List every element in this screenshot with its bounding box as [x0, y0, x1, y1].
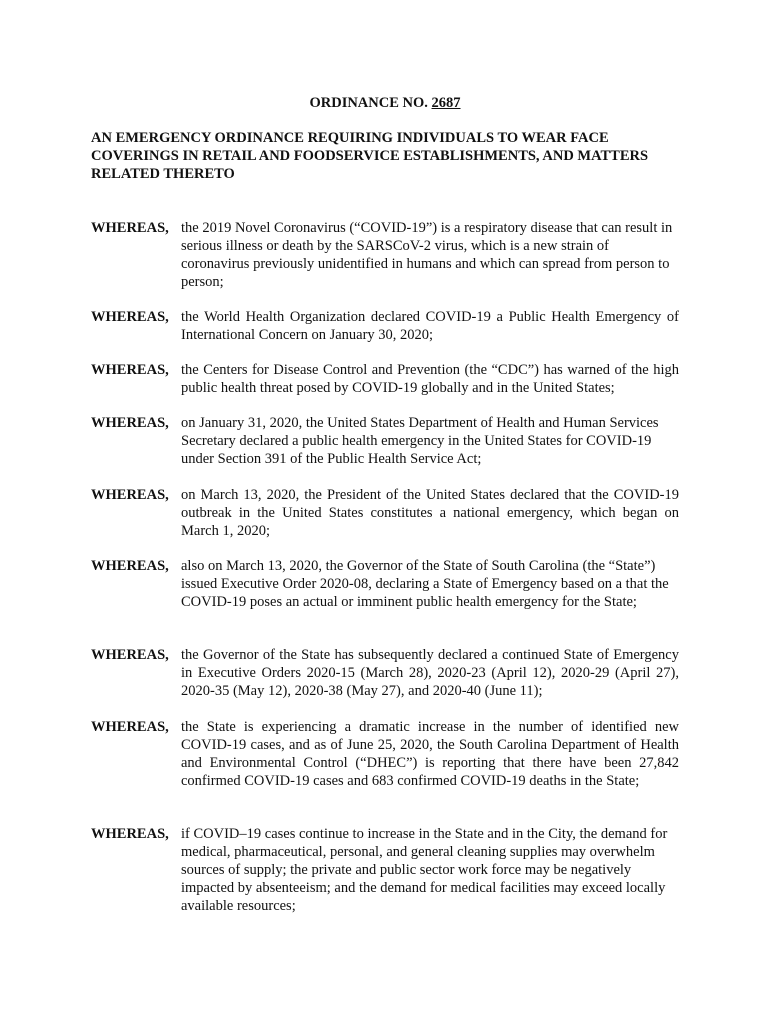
- whereas-text: the World Health Organization declared COVID-19 a Public Health Emergency of International Concern on January 30, 2020;: [181, 309, 679, 343]
- whereas-label: WHEREAS,: [91, 719, 169, 735]
- whereas-text: the Centers for Disease Control and Prevention (the “CDC”) has warned of the high public health threat posed by COVID-19 globally and in the United States;: [181, 362, 679, 396]
- whereas-label: WHEREAS,: [91, 558, 169, 574]
- whereas-label: WHEREAS,: [91, 647, 169, 663]
- whereas-text: the Governor of the State has subsequently declared a continued State of Emergency in Executive Orders 2020-15 (March 28), 2020-23 (April 12), 2020-29 (April 27), 2020-35 (May 12), 2020-38 (May 27), and 2020-40 (June 11);: [181, 647, 679, 699]
- whereas-text: on March 13, 2020, the President of the United States declared that the COVID-19 outbreak in the United States constitutes a national emergency, which began on March 1, 2020;: [181, 487, 679, 539]
- whereas-text: if COVID–19 cases continue to increase in the State and in the City, the demand for medical, pharmaceutical, personal, and general cleaning supplies may overwhelm sources of supply; the private and public sector work force may be negatively impacted by absenteeism; and the demand for medical facilities may exceed locally available resources;: [181, 826, 668, 914]
- ordinance-title-prefix: ORDINANCE NO.: [309, 95, 428, 111]
- whereas-label: WHEREAS,: [91, 487, 169, 503]
- whereas-text: also on March 13, 2020, the Governor of the State of South Carolina (the “State”) issued Executive Order 2020-08, declaring a State of Emergency based on a that the COVID-19 poses an actual or imminent public health emergency for the State;: [181, 558, 669, 610]
- whereas-label: WHEREAS,: [91, 826, 169, 842]
- whereas-text: the State is experiencing a dramatic increase in the number of identified new COVID-19 cases, and as of June 25, 2020, the South Carolina Department of Health and Environmental Control (“DHEC”) is reporting that there have been 27,842 confirmed COVID-19 cases and 683 confirmed COVID-19 deaths in the State;: [181, 719, 679, 789]
- whereas-label: WHEREAS,: [91, 362, 169, 378]
- ordinance-title: [0, 94, 770, 112]
- whereas-text: the 2019 Novel Coronavirus (“COVID-19”) is a respiratory disease that can result in serious illness or death by the SARSCoV-2 virus, which is a new strain of coronavirus previously unidentified in humans and which can spread from person to person;: [181, 220, 673, 290]
- whereas-label: WHEREAS,: [91, 309, 169, 325]
- ordinance-heading: AN EMERGENCY ORDINANCE REQUIRING INDIVIDUALS TO WEAR FACE COVERINGS IN RETAIL AND FOODSERVICE ESTABLISHMENTS, AND MATTERS RELATED THERETO: [91, 130, 649, 182]
- ordinance-number: 2687: [431, 95, 461, 111]
- whereas-label: WHEREAS,: [91, 415, 169, 431]
- whereas-label: WHEREAS,: [91, 220, 169, 236]
- whereas-text: on January 31, 2020, the United States Department of Health and Human Services Secretary declared a public health emergency in the United States for COVID-19 under Section 391 of the Public Health Service Act;: [181, 415, 659, 467]
